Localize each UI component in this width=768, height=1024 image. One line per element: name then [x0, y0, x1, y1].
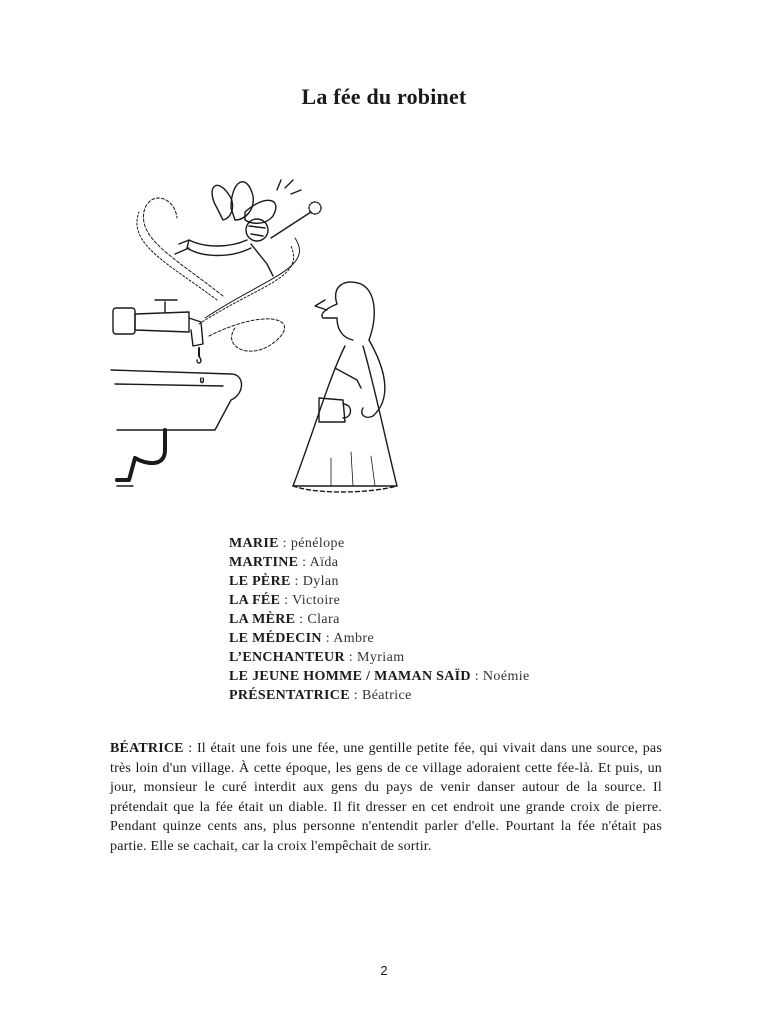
cast-entry [229, 610, 649, 629]
sink-basin [111, 370, 242, 486]
cast-actor: Victoire [292, 593, 341, 608]
cast-actor: Aïda [309, 555, 339, 570]
cast-separator: : [298, 555, 310, 570]
cast-entry [229, 591, 649, 610]
fairy-figure [175, 180, 321, 276]
narration-paragraph [110, 739, 662, 857]
cast-role: LE MÉDECIN [229, 631, 322, 646]
cast-entry [229, 686, 649, 705]
cast-entry [229, 572, 649, 591]
cast-separator: : [321, 631, 334, 646]
magic-swirl [137, 198, 300, 351]
cast-actor: Myriam [356, 650, 405, 665]
faucet [113, 300, 203, 363]
cast-role: PRÉSENTATRICE [229, 688, 350, 703]
cast-actor: Clara [307, 612, 340, 627]
cast-separator: : [278, 536, 291, 551]
cast-separator: : [344, 650, 357, 665]
cast-separator: : [280, 593, 293, 608]
cast-entry [229, 667, 649, 686]
cast-separator: : [470, 669, 483, 684]
fairy-faucet-illustration [105, 168, 445, 508]
cast-actor: Noémie [482, 669, 530, 684]
cast-entry [229, 534, 649, 553]
cast-separator: : [349, 688, 362, 703]
cast-entry [229, 553, 649, 572]
cast-role: LE JEUNE HOMME / MAMAN SAÏD [229, 669, 471, 684]
narration-text: Il était une fois une fée, une gentille petite fée, qui vivait dans une source, pas très loin d'un village. À cette époque, les gens de ce village adoraient cette fée-là. Et puis, un jour, monsieur le curé interdit aux gens du pays de venir danser autour de la source. Il prétendait que la fée était un diable. Il fit dresser en cet endroit une grande croix de pierre. Pendant quinze cents ans, plus personne n'entendit parler d'elle. Pourtant la fée n'était pas partie. Elle se cachait, car la croix l'empêchait de sortir. [110, 741, 662, 854]
cast-separator: : [295, 612, 308, 627]
cast-entry [229, 629, 649, 648]
cast-actor: Béatrice [361, 688, 412, 703]
girl-figure [293, 282, 397, 492]
cast-entry [229, 648, 649, 667]
cast-role: MARIE [229, 536, 279, 551]
cast-role: L’ENCHANTEUR [229, 650, 345, 665]
page-number: 2 [380, 963, 388, 978]
cast-role: LA FÉE [229, 593, 281, 608]
cast-actor: Dylan [302, 574, 339, 589]
cast-role: LE PÈRE [229, 574, 291, 589]
cast-role: MARTINE [229, 555, 299, 570]
page-title: La fée du robinet [301, 84, 467, 109]
cast-actor: Ambre [333, 631, 375, 646]
speaker-name: BÉATRICE [110, 741, 184, 756]
cast-actor: pénélope [290, 536, 345, 551]
speaker-separator: : [183, 741, 197, 756]
cast-separator: : [290, 574, 303, 589]
cast-list [229, 534, 649, 705]
cast-role: LA MÈRE [229, 612, 296, 627]
